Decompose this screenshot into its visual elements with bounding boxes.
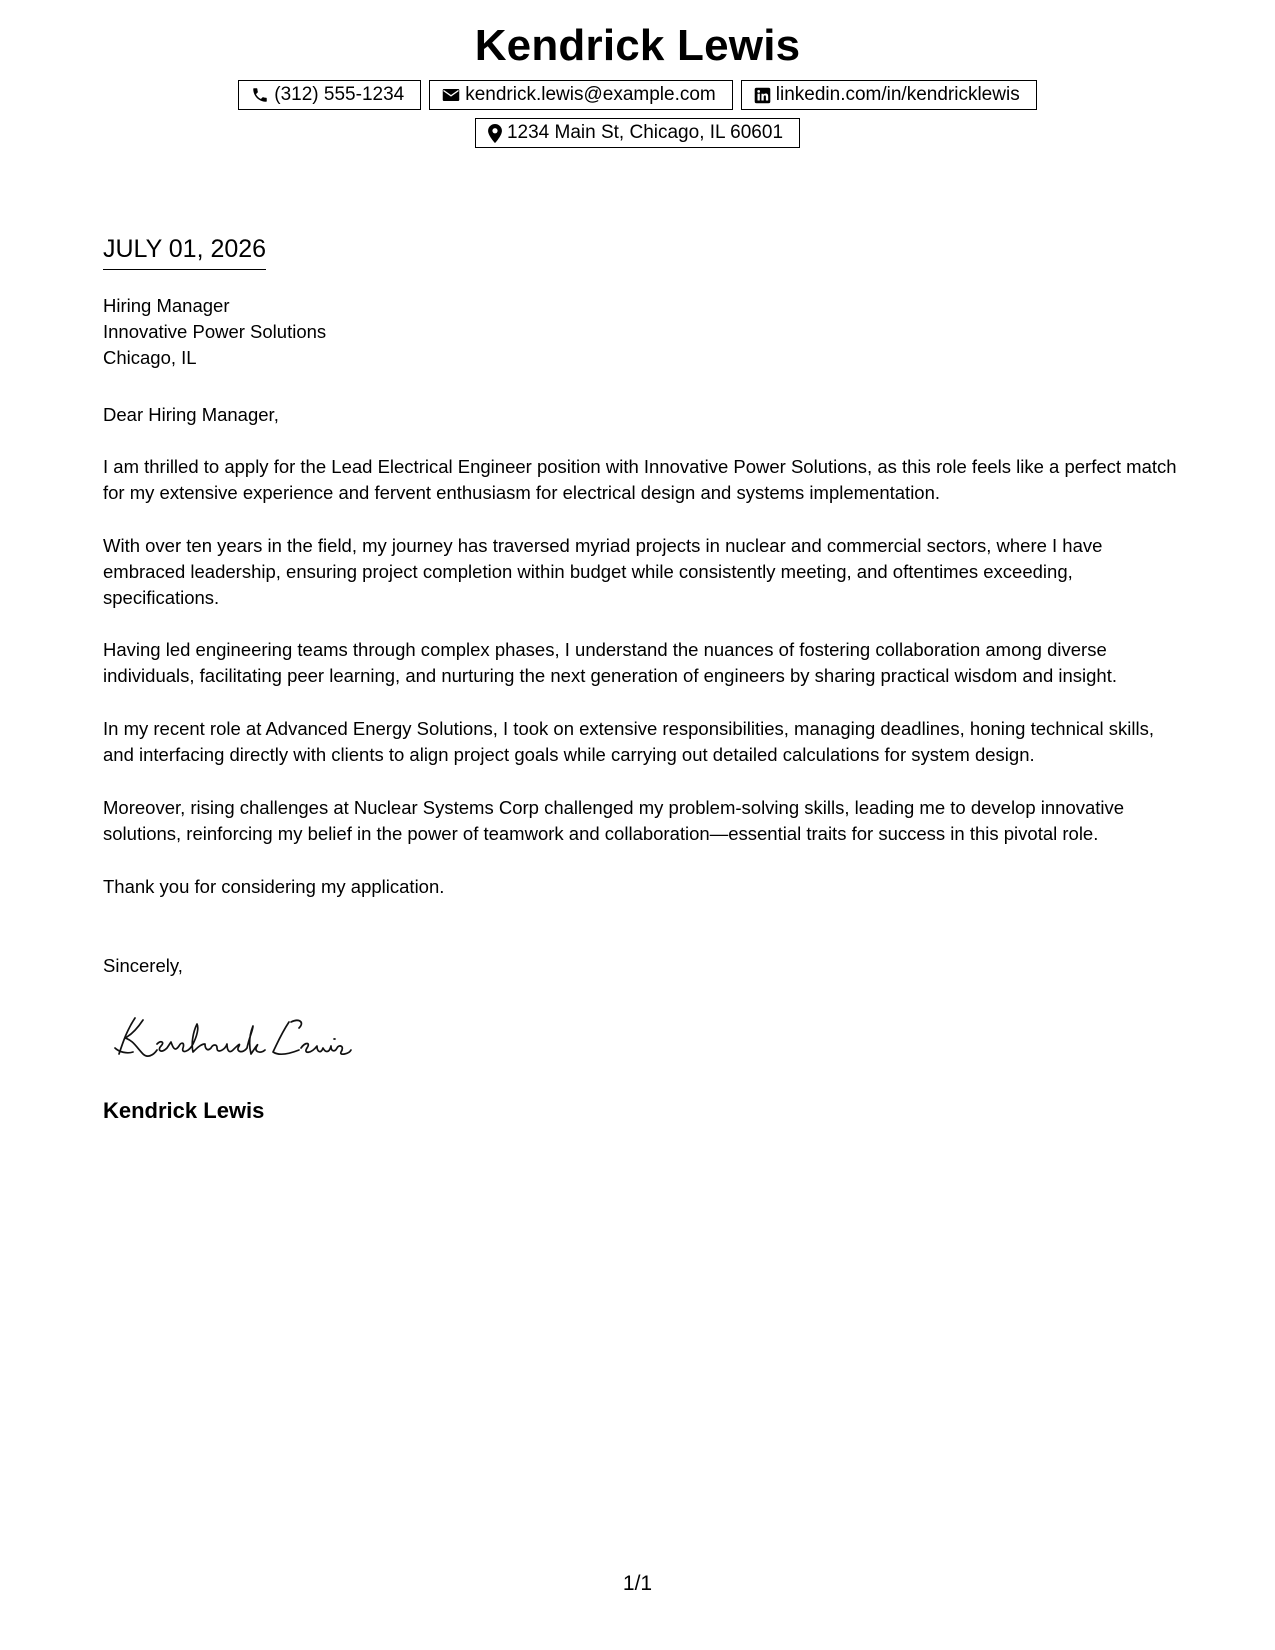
paragraph: With over ten years in the field, my journey has traversed myriad projects in nuclear and commercial sectors, where I have embraced leadership, ensuring project completion within budget while consistently meeting, and oftentimes exceeding, specifications.	[103, 535, 1103, 608]
email-text: kendrick.lewis@example.com	[465, 84, 716, 105]
recipient-block	[103, 293, 326, 371]
address-text: 1234 Main St, Chicago, IL 60601	[506, 122, 784, 143]
recipient-location: Chicago, IL	[103, 347, 197, 368]
envelope-icon	[442, 87, 460, 103]
email-chip[interactable]	[429, 80, 733, 110]
paragraph: Moreover, rising challenges at Nuclear Systems Corp challenged my problem-solving skills, leading me to develop innovative solutions, reinforcing my belief in the power of teamwork and collaboration—essential traits for success in this pivotal role.	[103, 797, 1125, 844]
recipient-title: Hiring Manager	[103, 295, 230, 316]
contact-row-address	[0, 118, 1275, 148]
linkedin-icon	[754, 87, 771, 104]
applicant-name: Kendrick Lewis	[474, 21, 801, 70]
contact-row	[0, 80, 1275, 110]
phone-text: (312) 555-1234	[274, 84, 405, 105]
greeting: Dear Hiring Manager,	[103, 404, 279, 425]
paragraph: I am thrilled to apply for the Lead Electrical Engineer position with Innovative Power Solutions, as this role feels like a perfect match for my extensive experience and fervent enthusiasm for electrical design and systems implementation.	[103, 456, 1177, 503]
paragraph: In my recent role at Advanced Energy Solutions, I took on extensive responsibilities, managing deadlines, honing technical skills, and interfacing directly with clients to align project goals while carrying out detailed calculations for system design.	[103, 718, 1154, 765]
map-marker-icon	[488, 124, 502, 143]
handwritten-signature	[113, 1008, 353, 1073]
phone-chip[interactable]	[238, 80, 421, 110]
linkedin-chip[interactable]	[741, 80, 1037, 110]
recipient-company: Innovative Power Solutions	[103, 321, 327, 342]
signer-name: Kendrick Lewis	[103, 1098, 265, 1123]
paragraph: Thank you for considering my application.	[103, 876, 445, 897]
closing: Sincerely,	[103, 955, 183, 976]
phone-icon	[251, 86, 269, 104]
address-chip	[475, 118, 800, 148]
page-number: 1/1	[622, 1572, 653, 1595]
letter-date: JULY 01, 2026	[103, 232, 266, 270]
paragraph: Having led engineering teams through complex phases, I understand the nuances of fostering collaboration among diverse individuals, facilitating peer learning, and nurturing the next generation of engineers by sharing practical wisdom and insight.	[103, 639, 1117, 686]
linkedin-text: linkedin.com/in/kendricklewis	[775, 84, 1020, 105]
